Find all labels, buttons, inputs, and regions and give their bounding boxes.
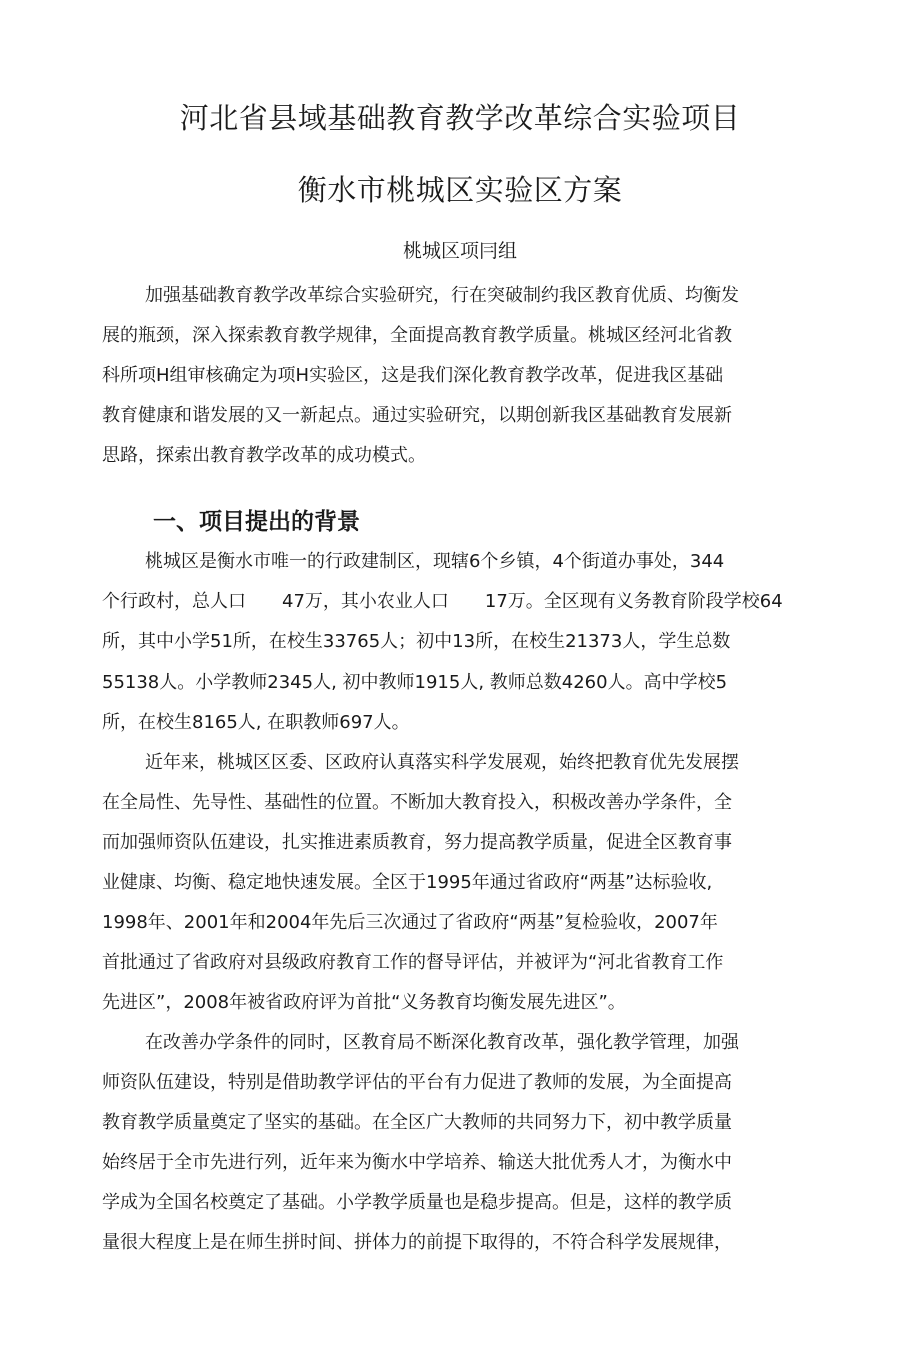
body-line: 而加强师资队伍建设，扎实推进素质教育，努力提高教学质量，促进全区教育事: [102, 832, 732, 853]
body-line: 55138人。小学教师2345人, 初中教师1915人, 教师总数4260人。高中学校5: [102, 672, 728, 693]
intro-line: 思路，探索出教育教学改革的成功模式。: [102, 445, 426, 466]
body-line: 所，其中小学51所，在校生33765人；初中13所，在校生21373人，学生总数: [102, 631, 731, 652]
body-line: 业健康、均衡、稳定地快速发展。全区于1995年通过省政府“两基”达标验收,: [102, 872, 713, 893]
body-line: 近年来，桃城区区委、区政府认真落实科学发展观，始终把教育优先发展摆: [145, 752, 739, 773]
body-line: 教育教学质量奠定了坚实的基础。在全区广大教师的共同努力下，初中教学质量: [102, 1112, 732, 1133]
body-line: 先进区”，2008年被省政府评为首批“义务教育均衡发展先进区”。: [102, 992, 626, 1013]
body-line: 1998年、2001年和2004年先后三次通过了省政府“两基”复检验收，2007年: [102, 912, 718, 933]
body-line: 始终居于全市先进行列，近年来为衡水中学培养、输送大批优秀人才，为衡水中: [102, 1152, 732, 1173]
body-line: 所，在校生8165人, 在职教师697人。: [102, 712, 410, 733]
intro-line: 科所项H组审核确定为项H实验区，这是我们深化教育教学改革，促进我区基础: [102, 365, 724, 386]
body-line: 桃城区是衡水市唯一的行政建制区，现辖6个乡镇，4个街道办事处，344: [145, 551, 725, 572]
document-title-line-1: 河北省县域基础教育教学改革综合实验项目: [179, 101, 741, 135]
intro-line: 教育健康和谐发展的又一新起点。通过实验研究，以期创新我区基础教育发展新: [102, 405, 732, 426]
body-line: 个行政村，总人口 47万，其小农业人口 17万。全区现有义务教育阶段学校64: [102, 591, 783, 612]
intro-line: 展的瓶颈，深入探索教育教学规律，全面提高教育教学质量。桃城区经河北省教: [102, 325, 732, 346]
intro-line: 加强基础教育教学改革综合实验研究，行在突破制约我区教育优质、均衡发: [145, 285, 739, 306]
body-line: 首批通过了省政府对县级政府教育工作的督导评估，并被评为“河北省教育工作: [102, 952, 724, 973]
body-line: 在改善办学条件的同时，区教育局不断深化教育改革，强化教学管理，加强: [145, 1032, 739, 1053]
document-title-line-2: 衡水市桃城区实验区方案: [297, 173, 623, 207]
body-line: 在全局性、先导性、基础性的位置。不断加大教育投入，积极改善办学条件，全: [102, 792, 732, 813]
body-line: 量很大程度上是在师生拼时间、拼体力的前提下取得的，不符合科学发展规律，: [102, 1232, 732, 1253]
body-line: 学成为全国名校奠定了基础。小学教学质量也是稳步提高。但是，这样的教学质: [102, 1192, 732, 1213]
section-heading: 一、项目提出的背景: [153, 509, 360, 535]
document-author: 桃城区项冃组: [402, 240, 517, 262]
body-line: 师资队伍建设，特别是借助教学评估的平台有力促进了教师的发展，为全面提高: [102, 1072, 732, 1093]
